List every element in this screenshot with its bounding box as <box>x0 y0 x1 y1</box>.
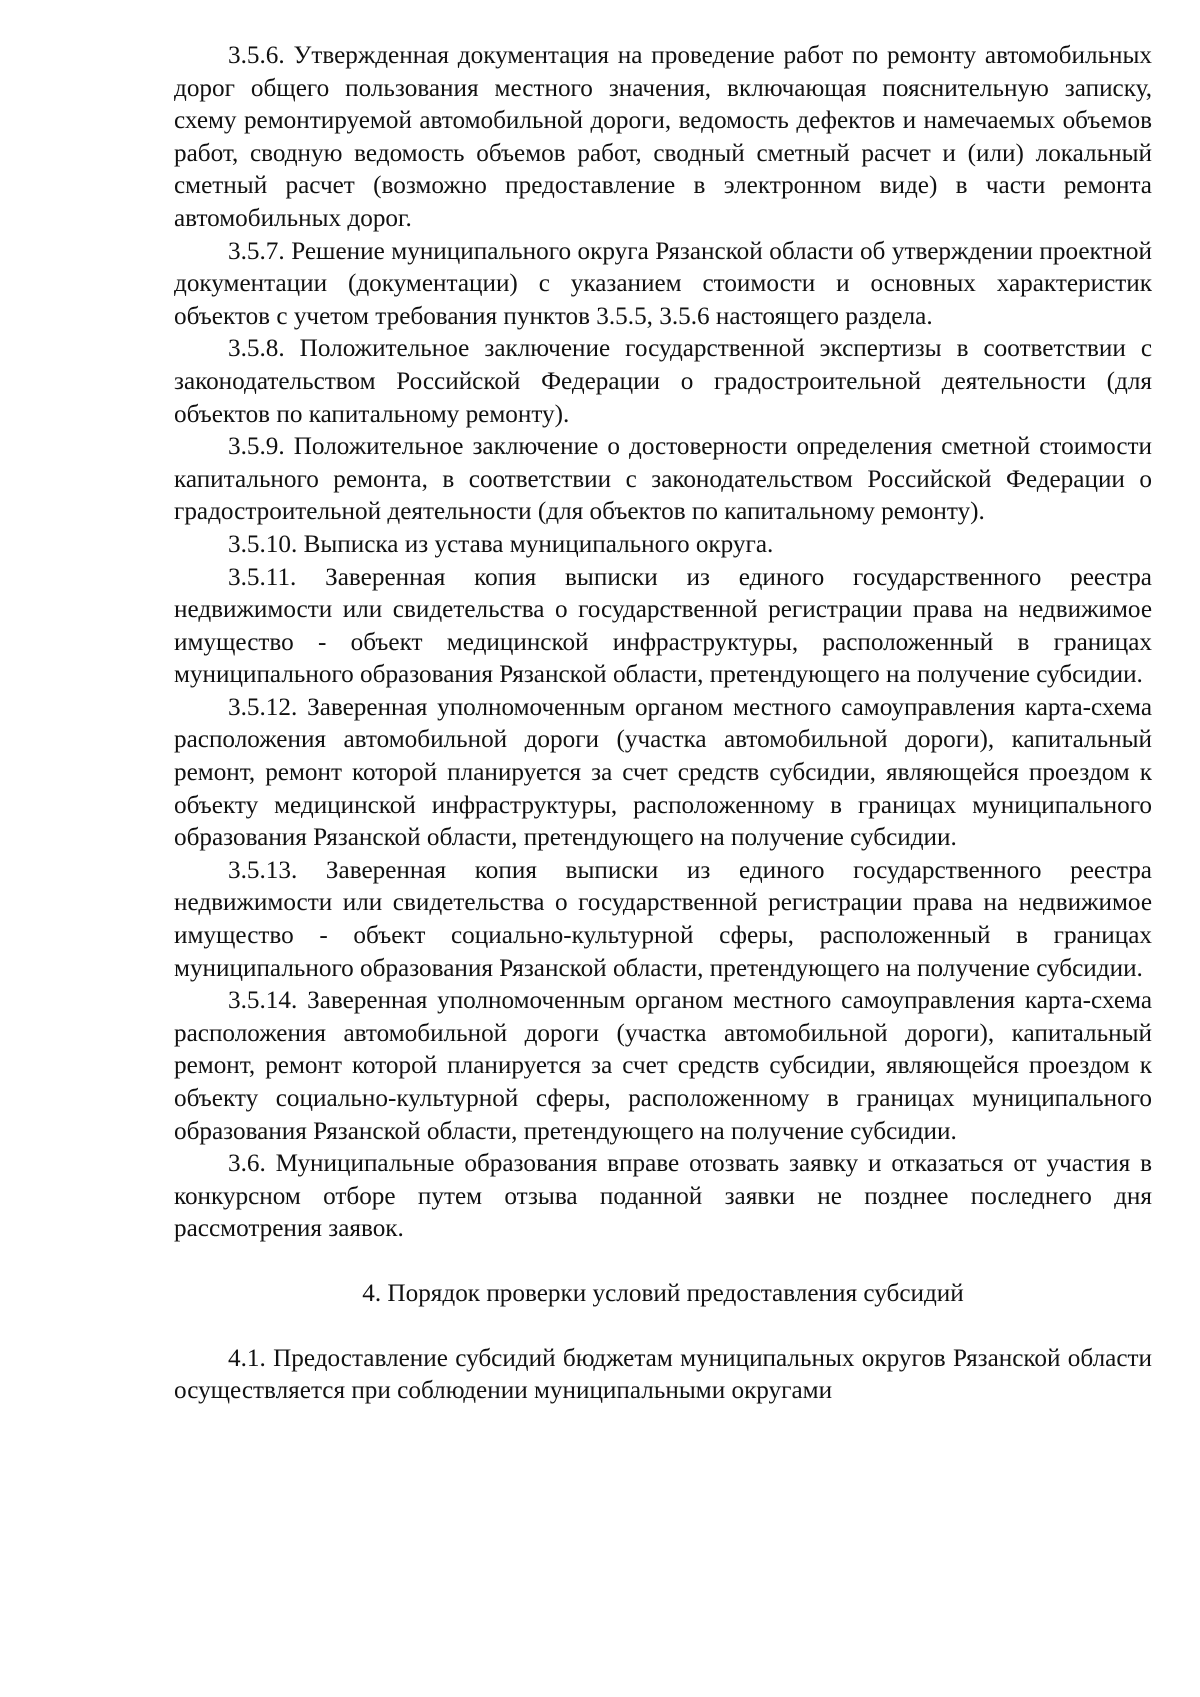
paragraph-3-6: 3.6. Муниципальные образования вправе отозвать заявку и отказаться от участия в конкурсном отборе путем отзыва поданной заявки не позднее последнего дня рассмотрения заявок. <box>174 1150 1152 1243</box>
paragraph-3-5-11: 3.5.11. Заверенная копия выписки из единого государственного реестра недвижимости или свидетельства о государственной регистрации права на недвижимое имущество - объект медицинской инфраструктуры, расположенный в границах муниципального образования Рязанской области, претендующего на получение субсидии. <box>174 563 1152 689</box>
paragraph-3-5-14: 3.5.14. Заверенная уполномоченным органом местного самоуправления карта-схема расположения автомобильной дороги (участка автомобильной дороги), капитальный ремонт, ремонт которой планируется за счет средств субсидии, являющейся проездом к объекту социально-культурной сферы, расположенному в границах муниципального образования Рязанской области, претендующего на получение субсидии. <box>174 987 1152 1145</box>
section-heading: 4. Порядок проверки условий предоставления субсидий <box>362 1279 964 1307</box>
paragraph-3-5-8: 3.5.8. Положительное заключение государственной экспертизы в соответствии с законодательством Российской Федерации о градостроительной деятельности (для объектов по капитальному ремонту). <box>174 335 1152 428</box>
paragraph-3-5-10: 3.5.10. Выписка из устава муниципального округа. <box>228 530 774 558</box>
paragraph-4-1: 4.1. Предоставление субсидий бюджетам муниципальных округов Рязанской области осуществляется при соблюдении муниципальными округами <box>174 1344 1152 1405</box>
paragraph-3-5-9: 3.5.9. Положительное заключение о достоверности определения сметной стоимости капитального ремонта, в соответствии с законодательством Российской Федерации о градостроительной деятельности (для объектов по капитальному ремонту). <box>174 433 1152 526</box>
document-page <box>174 40 1152 1408</box>
paragraph-3-5-6: 3.5.6. Утвержденная документация на проведение работ по ремонту автомобильных дорог общего пользования местного значения, включающая пояснительную записку, схему ремонтируемой автомобильной дороги, ведомость дефектов и намечаемых объемов работ, сводную ведомость объемов работ, сводный сметный расчет и (или) локальный сметный расчет (возможно предоставление в электронном виде) в части ремонта автомобильных дорог. <box>174 42 1152 232</box>
paragraph-3-5-12: 3.5.12. Заверенная уполномоченным органом местного самоуправления карта-схема расположения автомобильной дороги (участка автомобильной дороги), капитальный ремонт, ремонт которой планируется за счет средств субсидии, являющейся проездом к объекту медицинской инфраструктуры, расположенному в границах муниципального образования Рязанской области, претендующего на получение субсидии. <box>174 693 1152 852</box>
paragraph-3-5-7: 3.5.7. Решение муниципального округа Рязанской области об утверждении проектной документации (документации) с указанием стоимости и основных характеристик объектов с учетом требования пунктов 3.5.5, 3.5.6 настоящего раздела. <box>174 237 1152 330</box>
paragraph-3-5-13: 3.5.13. Заверенная копия выписки из единого государственного реестра недвижимости или свидетельства о государственной регистрации права на недвижимое имущество - объект социально-культурной сферы, расположенный в границах муниципального образования Рязанской области, претендующего на получение субсидии. <box>174 856 1152 982</box>
